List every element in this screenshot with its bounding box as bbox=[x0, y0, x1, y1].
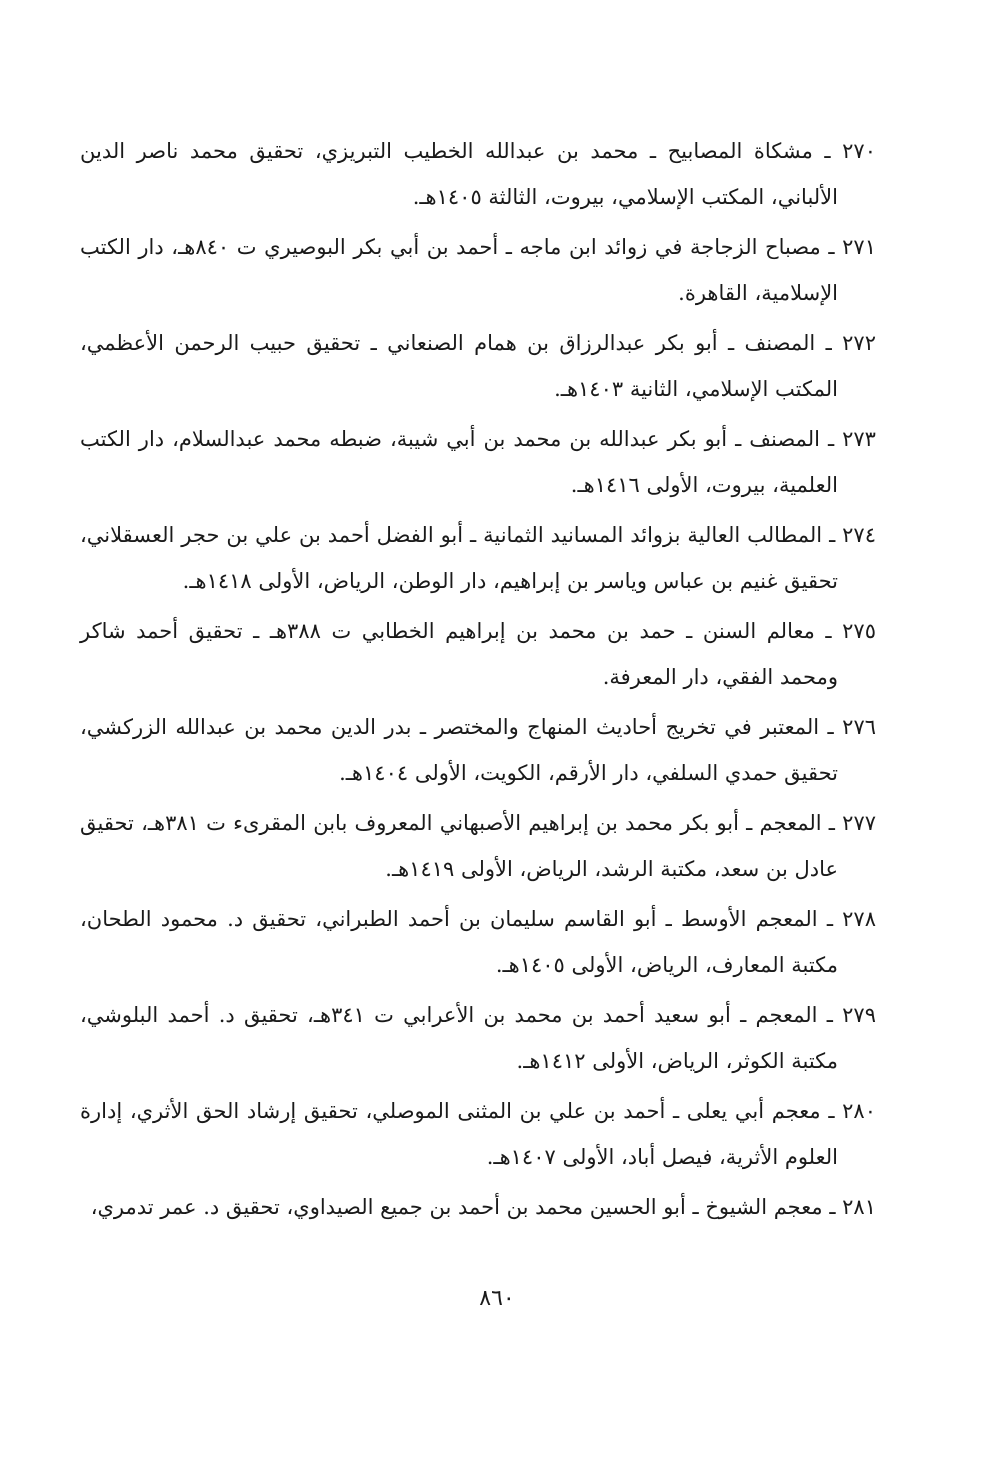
entry-number: ٢٧٢ bbox=[842, 331, 876, 355]
bibliography-entry bbox=[80, 704, 876, 796]
entry-separator: ـ bbox=[827, 715, 834, 739]
entry-number: ٢٧١ bbox=[842, 235, 876, 259]
entry-separator: ـ bbox=[825, 619, 832, 643]
bibliography-entry bbox=[80, 128, 876, 220]
bibliography-entry bbox=[80, 1184, 876, 1230]
entry-number: ٢٨٠ bbox=[842, 1099, 876, 1123]
entry-text: مشكاة المصابيح ـ محمد بن عبدالله الخطيب التبريزي، تحقيق محمد ناصر الدين الألباني، المكتب الإسلامي، بيروت، الثالثة ١٤٠٥هـ. bbox=[80, 139, 838, 209]
entry-separator: ـ bbox=[829, 523, 836, 547]
entry-text: المعتبر في تخريج أحاديث المنهاج والمختصر ـ بدر الدين محمد بن عبدالله الزركشي، تحقيق حمدي السلفي، دار الأرقم، الكويت، الأولى ١٤٠٤هـ. bbox=[80, 715, 838, 785]
page-number: ٨٦٠ bbox=[479, 1286, 515, 1311]
entry-text: معجم أبي يعلى ـ أحمد بن علي بن المثنى الموصلي، تحقيق إرشاد الحق الأثري، إدارة العلوم الأثرية، فيصل أباد، الأولى ١٤٠٧هـ. bbox=[80, 1099, 838, 1169]
entry-separator: ـ bbox=[828, 1099, 835, 1123]
entry-number: ٢٧٩ bbox=[842, 1003, 876, 1027]
entry-number: ٢٧٣ bbox=[842, 427, 876, 451]
entry-text: معالم السنن ـ حمد بن محمد بن إبراهيم الخطابي ت ٣٨٨هـ ـ تحقيق أحمد شاكر ومحمد الفقي، دار المعرفة. bbox=[80, 619, 838, 689]
bibliography-entry bbox=[80, 608, 876, 700]
bibliography-list bbox=[80, 128, 876, 1234]
entry-text: مصباح الزجاجة في زوائد ابن ماجه ـ أحمد بن أبي بكر البوصيري ت ٨٤٠هـ، دار الكتب الإسلامية، القاهرة. bbox=[80, 235, 838, 305]
bibliography-entry bbox=[80, 896, 876, 988]
bibliography-entry bbox=[80, 800, 876, 892]
entry-text: المعجم ـ أبو بكر محمد بن إبراهيم الأصبهاني المعروف بابن المقرىء ت ٣٨١هـ، تحقيق عادل بن سعد، مكتبة الرشد، الرياض، الأولى ١٤١٩هـ. bbox=[80, 811, 838, 881]
entry-separator: ـ bbox=[824, 139, 831, 163]
entry-separator: ـ bbox=[825, 331, 832, 355]
entry-text: المطالب العالية بزوائد المسانيد الثمانية ـ أبو الفضل أحمد بن علي بن حجر العسقلاني، تحقيق غنيم بن عباس وياسر بن إبراهيم، دار الوطن، الرياض، الأولى ١٤١٨هـ. bbox=[80, 523, 838, 593]
entry-text: المصنف ـ أبو بكر عبدالرزاق بن همام الصنعاني ـ تحقيق حبيب الرحمن الأعظمي، المكتب الإسلامي، الثانية ١٤٠٣هـ. bbox=[80, 331, 838, 401]
bibliography-entry bbox=[80, 992, 876, 1084]
entry-separator: ـ bbox=[826, 907, 833, 931]
bibliography-entry bbox=[80, 512, 876, 604]
entry-text: المعجم ـ أبو سعيد أحمد بن محمد بن الأعرابي ت ٣٤١هـ، تحقيق د. أحمد البلوشي، مكتبة الكوثر، الرياض، الأولى ١٤١٢هـ. bbox=[80, 1003, 838, 1073]
bibliography-entry bbox=[80, 1088, 876, 1180]
entry-number: ٢٧٧ bbox=[842, 811, 877, 835]
entry-number: ٢٧٥ bbox=[842, 619, 876, 643]
bibliography-entry bbox=[80, 416, 876, 508]
entry-number: ٢٧٨ bbox=[842, 907, 876, 931]
entry-number: ٢٧٦ bbox=[842, 715, 877, 739]
entry-separator: ـ bbox=[829, 1195, 836, 1219]
entry-separator: ـ bbox=[827, 427, 835, 451]
bibliography-entry bbox=[80, 320, 876, 412]
bibliography-entry bbox=[80, 224, 876, 316]
entry-number: ٢٨١ bbox=[842, 1195, 876, 1219]
entry-separator: ـ bbox=[826, 1003, 833, 1027]
entry-text: معجم الشيوخ ـ أبو الحسين محمد بن أحمد بن جميع الصيداوي، تحقيق د. عمر تدمري، bbox=[90, 1195, 823, 1219]
entry-number: ٢٧٠ bbox=[842, 139, 876, 163]
entry-number: ٢٧٤ bbox=[842, 523, 876, 547]
entry-text: المعجم الأوسط ـ أبو القاسم سليمان بن أحمد الطبراني، تحقيق د. محمود الطحان، مكتبة المعارف، الرياض، الأولى ١٤٠٥هـ. bbox=[80, 907, 838, 977]
entry-separator: ـ bbox=[828, 235, 835, 259]
entry-separator: ـ bbox=[828, 811, 835, 835]
entry-text: المصنف ـ أبو بكر عبدالله بن محمد بن أبي شيبة، ضبطه محمد عبدالسلام، دار الكتب العلمية، بيروت، الأولى ١٤١٦هـ. bbox=[80, 427, 838, 497]
